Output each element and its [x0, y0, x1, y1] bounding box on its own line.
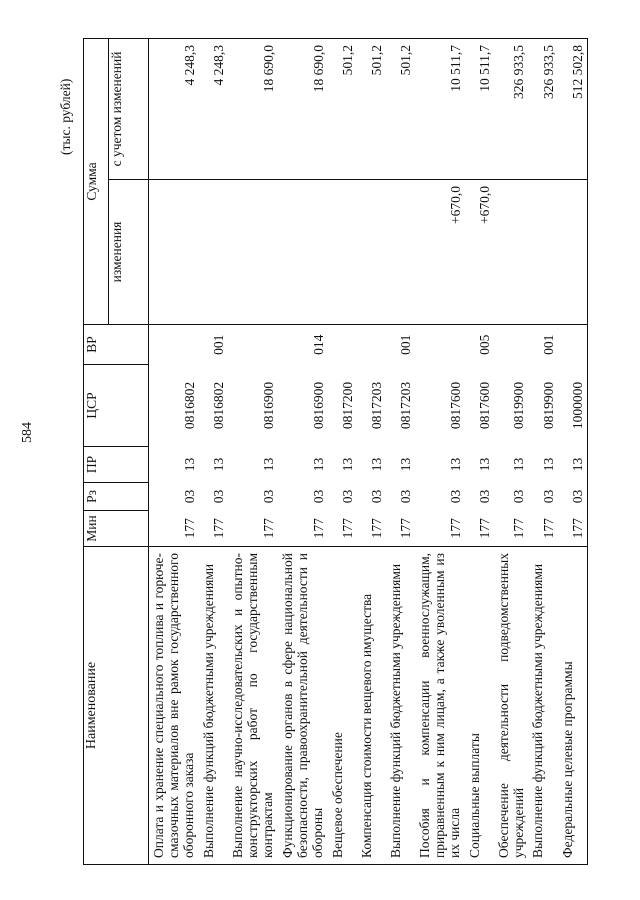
cell-changes [494, 180, 528, 325]
cell-rz: 03 [448, 489, 464, 504]
cell-min: 177 [511, 518, 527, 539]
cell-csr: 0816802 [210, 381, 226, 430]
cell-vr: 001 [386, 325, 415, 365]
cell-vr: 005 [465, 325, 494, 365]
cell-min: 177 [398, 518, 414, 539]
cell-changes [228, 180, 278, 325]
cell-csr: 0819900 [511, 381, 527, 430]
cell-rz: 03 [511, 489, 527, 504]
cell-changes [199, 180, 228, 325]
cell-pr: 13 [339, 457, 355, 472]
cell-rz: 03 [339, 489, 355, 504]
cell-name: Функционирование органов в сфере национальной безопасности, правоохранительной деятельности и обороны [278, 547, 328, 865]
cell-rz: 03 [260, 489, 276, 504]
cell-csr: 1000000 [558, 365, 588, 447]
cell-changes: +670,0 [415, 180, 465, 325]
cell-csr: 0816900 [310, 381, 326, 430]
cell-rz: 03 [310, 489, 326, 504]
cell-pr: 13 [540, 457, 556, 472]
cell-vr [357, 325, 386, 365]
cell-pr: 13 [260, 457, 276, 472]
cell-changes [149, 180, 199, 325]
cell-pr: 13 [398, 457, 414, 472]
cell-name: Обеспечение деятельности подведомственных учреждений [494, 547, 528, 865]
cell-total: 501,2 [357, 38, 386, 179]
cell-rz: 03 [398, 489, 414, 504]
cell-vr [415, 325, 465, 365]
budget-table [83, 38, 588, 865]
cell-csr: 0817203 [398, 381, 414, 430]
cell-changes [328, 180, 357, 325]
table-body [149, 38, 588, 864]
cell-changes [528, 180, 557, 325]
cell-vr: 001 [199, 325, 228, 365]
header-pr: ПР [84, 447, 149, 483]
table-row [494, 38, 528, 864]
cell-total: 326 933,5 [494, 38, 528, 179]
cell-csr: 0817200 [339, 381, 355, 430]
cell-pr: 13 [511, 457, 527, 472]
cell-vr [494, 325, 528, 365]
table-row [528, 38, 557, 864]
cell-pr: 13 [210, 457, 226, 472]
cell-pr: 13 [310, 457, 326, 472]
cell-vr [328, 325, 357, 365]
cell-name: Федеральные целевые программы [558, 547, 588, 865]
cell-rz: 03 [210, 489, 226, 504]
table-row [199, 38, 228, 864]
page-number: 584 [20, 422, 35, 443]
cell-total: 501,2 [328, 38, 357, 179]
cell-csr: 0819900 [540, 381, 556, 430]
cell-rz: 03 [540, 489, 556, 504]
cell-pr: 13 [448, 457, 464, 472]
cell-min: 177 [260, 518, 276, 539]
table-row [465, 38, 494, 864]
header-vr: ВР [84, 325, 149, 365]
header-csr: ЦСР [84, 365, 149, 447]
cell-rz: 03 [558, 483, 588, 511]
cell-min: 177 [369, 518, 385, 539]
cell-total: 10 511,7 [465, 38, 494, 179]
cell-min: 177 [310, 518, 326, 539]
cell-name: Выполнение научно-исследовательских и опытно-конструкторских работ по государственным контрактам [228, 547, 278, 865]
cell-csr: 0817600 [448, 381, 464, 430]
cell-total: 18 690,0 [228, 38, 278, 179]
cell-vr [558, 325, 588, 365]
table-row [558, 38, 588, 864]
cell-min: 177 [210, 518, 226, 539]
cell-total: 326 933,5 [528, 38, 557, 179]
cell-changes [386, 180, 415, 325]
table-row [415, 38, 465, 864]
header-min: Мин [84, 511, 149, 547]
table-row [149, 38, 199, 864]
table-header [84, 38, 149, 864]
cell-changes [357, 180, 386, 325]
cell-name: Вещевое обеспечение [328, 547, 357, 865]
cell-min: 177 [558, 511, 588, 547]
table-row [328, 38, 357, 864]
header-changes: изменения [109, 180, 149, 325]
rotated-table-container [83, 39, 588, 865]
cell-rz: 03 [181, 489, 197, 504]
cell-csr: 0817600 [477, 381, 493, 430]
cell-changes [558, 180, 588, 325]
cell-name: Компенсация стоимости вещевого имущества [357, 547, 386, 865]
cell-name: Выполнение функций бюджетными учреждениями [386, 547, 415, 865]
cell-pr: 13 [369, 457, 385, 472]
cell-csr: 0816900 [260, 381, 276, 430]
cell-vr [149, 325, 199, 365]
header-rz: Рз [84, 483, 149, 511]
cell-total: 18 690,0 [278, 38, 328, 179]
table-row [357, 38, 386, 864]
cell-min: 177 [339, 518, 355, 539]
cell-rz: 03 [369, 489, 385, 504]
table-row [386, 38, 415, 864]
cell-name: Выполнение функций бюджетными учреждениями [528, 547, 557, 865]
cell-name: Оплата и хранение специального топлива и горюче-смазочных материалов вне рамок государственного оборонного заказа [149, 547, 199, 865]
cell-name: Пособия и компенсации военнослужащим, приравненным к ним лицам, а также уволенным из их числа [415, 547, 465, 865]
cell-total: 10 511,7 [415, 38, 465, 179]
cell-vr: 001 [528, 325, 557, 365]
cell-name: Социальные выплаты [465, 547, 494, 865]
cell-pr: 13 [558, 447, 588, 483]
cell-csr: 0816802 [181, 381, 197, 430]
cell-pr: 13 [181, 457, 197, 472]
cell-min: 177 [181, 518, 197, 539]
cell-total: 4 248,3 [199, 38, 228, 179]
cell-vr [228, 325, 278, 365]
cell-total: 501,2 [386, 38, 415, 179]
cell-min: 177 [540, 518, 556, 539]
cell-total: 4 248,3 [149, 38, 199, 179]
table-row [278, 38, 328, 864]
cell-pr: 13 [477, 457, 493, 472]
cell-min: 177 [477, 518, 493, 539]
cell-changes: +670,0 [465, 180, 494, 325]
header-sum: Сумма [84, 38, 109, 324]
header-name: Наименование [84, 547, 149, 865]
cell-vr: 014 [278, 325, 328, 365]
header-with-changes: с учетом изменений [109, 38, 149, 179]
cell-csr: 0817203 [369, 381, 385, 430]
cell-name: Выполнение функций бюджетными учреждениями [199, 547, 228, 865]
table-row [228, 38, 278, 864]
cell-total: 512 502,8 [558, 38, 588, 179]
cell-min: 177 [448, 518, 464, 539]
units-note: (тыс. рублей) [58, 78, 73, 156]
cell-changes [278, 180, 328, 325]
cell-rz: 03 [477, 489, 493, 504]
